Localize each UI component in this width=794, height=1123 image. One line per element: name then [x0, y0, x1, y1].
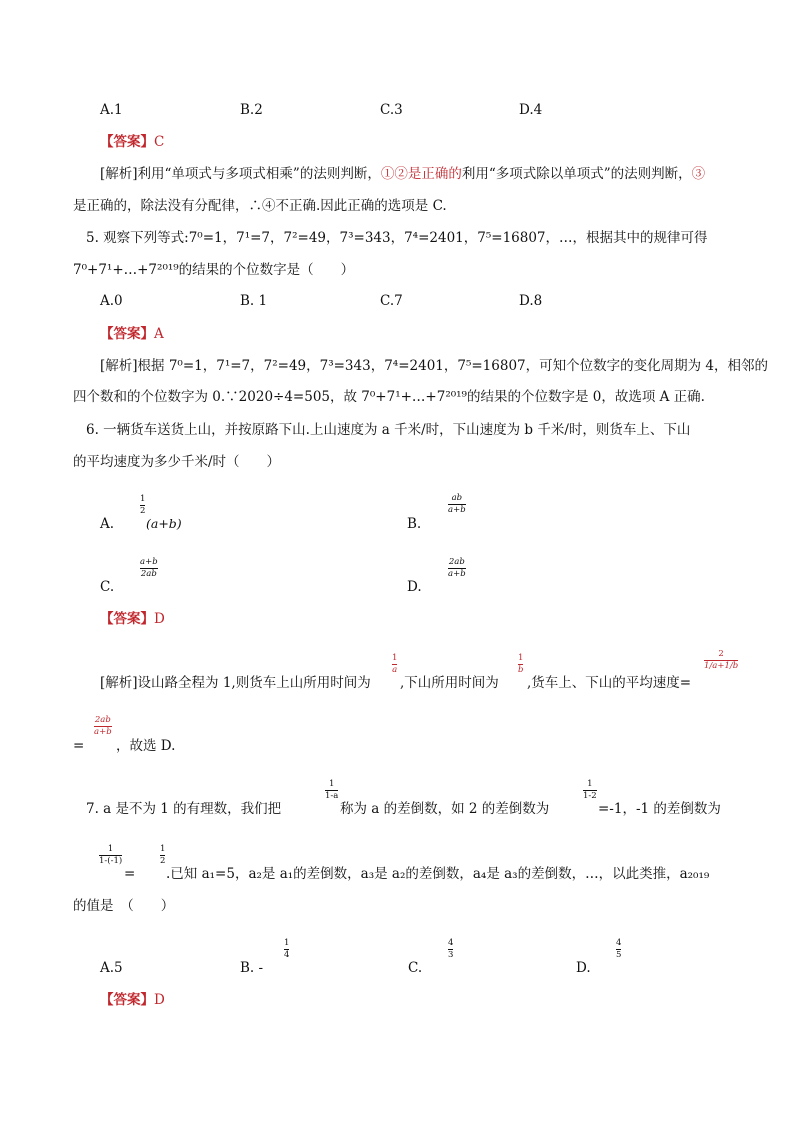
q5-analysis-line1: [解析]根据 7⁰=1，7¹=7，7²=49，7³=343，7⁴=2401，7⁵=16807，可知个位数字的变化周期为 4，相邻的 [100, 358, 769, 374]
denominator: a+b [94, 726, 112, 737]
numerator: 1 [284, 938, 290, 948]
q6-stem-line2: 的平均速度为多少千米/时（ ） [73, 454, 281, 470]
denominator: 2ab [140, 568, 157, 579]
denominator: 2 [160, 855, 166, 866]
q6-analysis-a: [解析]设山路全程为 1,则货车上山所用时间为 [100, 675, 371, 691]
numerator: 1 [160, 844, 166, 854]
numerator: 1 [140, 494, 146, 504]
q7-fraction-1-over-1-neg1 [99, 845, 122, 866]
q5-stem-line2: 7⁰+7¹+…+7²⁰¹⁹的结果的个位数字是（ ） [73, 262, 355, 278]
q6-option-a-tail: (a+b) [146, 516, 182, 531]
denominator: 1-a [325, 790, 339, 801]
q4-analysis-line2: 是正确的，除法没有分配律，∴④不正确.因此正确的选项是 C. [73, 198, 447, 214]
numerator: 1 [518, 653, 524, 663]
q5-option-c: C.7 [380, 293, 403, 309]
q5-stem-line1: 5. 观察下列等式:7⁰=1，7¹=7，7²=49，7³=343，7⁴=2401，7⁵=16807，…，根据其中的规律可得 [86, 230, 708, 246]
q6-analysis-fraction-1b [518, 654, 523, 675]
analysis-text: 利用“多项式除以单项式”的法则判断， [461, 166, 692, 182]
denominator: a+b [448, 504, 466, 515]
numerator: 4 [616, 938, 622, 948]
denominator: 4 [284, 949, 290, 960]
answer-letter: D [154, 992, 165, 1008]
q4-answer [100, 136, 164, 150]
denominator: 3 [448, 949, 454, 960]
q7-fraction-1-over-2 [160, 845, 165, 866]
q7-fraction-1-over-1-2 [583, 780, 597, 801]
q7-stem-b: 称为 a 的差倒数，如 2 的差倒数为 [340, 801, 550, 817]
q7-option-c-fraction [448, 939, 453, 960]
answer-letter: C [154, 134, 165, 150]
q6-analysis-eq: = [73, 738, 85, 754]
q6-analysis-fraction-1a [392, 654, 397, 675]
answer-tag: 【答案】 [100, 992, 154, 1008]
q7-option-a: A.5 [100, 960, 123, 976]
numerator: 4 [448, 938, 454, 948]
q6-option-c-fraction [140, 558, 158, 579]
q6-analysis-b: ,下山所用时间为 [400, 675, 499, 691]
q7-option-b: B. - [240, 960, 264, 976]
denominator: 5 [616, 949, 622, 960]
q7-eq: = [124, 866, 136, 882]
q7-option-c: C. [408, 960, 423, 976]
numerator: a+b [140, 557, 158, 567]
numerator: 2ab [94, 715, 111, 725]
answer-tag: 【答案】 [100, 326, 154, 342]
analysis-highlight: ③ [691, 166, 706, 182]
q6-option-b-fraction [448, 494, 466, 515]
q4-analysis-line1 [100, 168, 705, 182]
numerator: 1 [107, 844, 114, 854]
numerator: ab [451, 493, 463, 503]
q5-option-a: A.0 [100, 293, 123, 309]
q6-option-a: A. [100, 516, 115, 532]
answer-tag: 【答案】 [100, 611, 154, 627]
q6-option-a-fraction [140, 495, 145, 516]
numerator: 2ab [448, 557, 465, 567]
denominator: 1/a+1/b [704, 660, 739, 671]
numerator: 1 [328, 779, 335, 789]
q6-option-b: B. [407, 516, 422, 532]
q7-option-d-fraction [616, 939, 621, 960]
q6-option-c: C. [100, 579, 115, 595]
q4-option-a: A.1 [100, 102, 123, 118]
q7-option-b-fraction [284, 939, 289, 960]
q7-stem-a: 7. a 是不为 1 的有理数，我们把 [86, 801, 282, 817]
q5-answer [100, 328, 164, 342]
denominator: 1-(-1) [99, 855, 123, 866]
q6-stem-line1: 6. 一辆货车送货上山，并按原路下山.上山速度为 a 千米/时，下山速度为 b 千米/时，则货车上、下山 [86, 422, 691, 438]
q5-analysis-line2: 四个数和的个位数字为 0.∵2020÷4=505，故 7⁰+7¹+…+7²⁰¹⁹的结果的个位数字是 0，故选项 A 正确. [73, 389, 705, 405]
q6-option-d: D. [407, 579, 422, 595]
analysis-highlight: ①②是正确的 [380, 166, 462, 182]
answer-letter: D [154, 611, 165, 627]
numerator: 1 [587, 779, 593, 789]
q6-answer [100, 613, 165, 627]
q7-stem-line2: .已知 a₁=5，a₂是 a₁的差倒数，a₃是 a₂的差倒数，a₄是 a₃的差倒数，…，以此类推，a₂₀₁₉ [166, 866, 710, 882]
q7-answer [100, 994, 165, 1008]
q7-stem-line3: 的值是 （ ） [73, 898, 175, 914]
numerator: 2 [718, 649, 724, 659]
numerator: 1 [392, 653, 398, 663]
denominator: b [518, 664, 524, 675]
q6-analysis-end: ，故选 D. [116, 738, 176, 754]
answer-letter: A [154, 326, 164, 342]
denominator: a+b [448, 568, 466, 579]
q5-option-b: B. 1 [240, 293, 268, 309]
q6-analysis-fraction-avg [704, 650, 738, 671]
denominator: a [392, 664, 398, 675]
analysis-text: [解析]利用“单项式与多项式相乘”的法则判断， [100, 166, 381, 182]
q4-option-d: D.4 [519, 102, 543, 118]
q7-option-d: D. [576, 960, 591, 976]
q4-option-b: B.2 [240, 102, 263, 118]
q6-analysis-c: ,货车上、下山的平均速度= [527, 675, 692, 691]
q7-stem-c: =-1，-1 的差倒数为 [598, 801, 721, 817]
q6-option-d-fraction [448, 558, 466, 579]
denominator: 2 [140, 505, 146, 516]
q6-analysis-fraction-result [94, 716, 112, 737]
q5-option-d: D.8 [519, 293, 543, 309]
q4-option-c: C.3 [380, 102, 403, 118]
answer-tag: 【答案】 [100, 134, 154, 150]
q7-fraction-1-over-1-a [325, 780, 338, 801]
denominator: 1-2 [583, 790, 597, 801]
